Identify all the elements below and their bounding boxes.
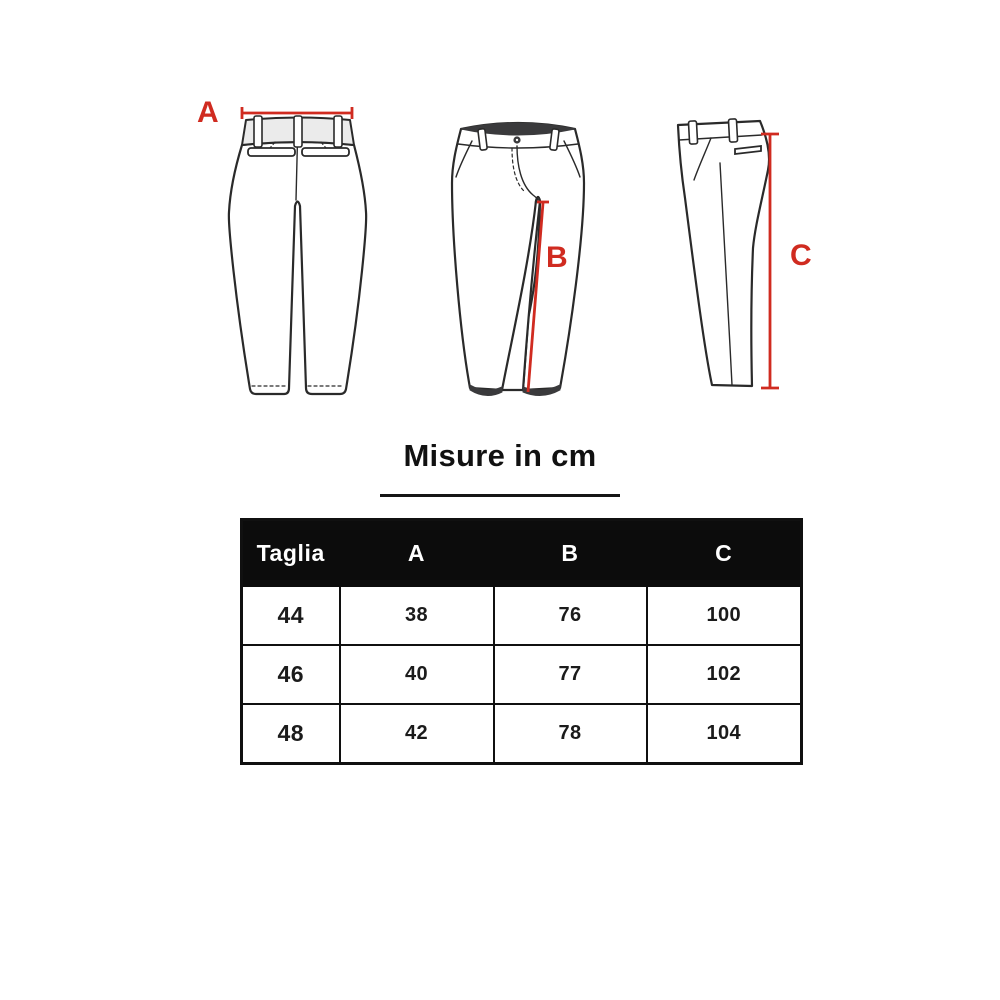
col-header-b: B	[494, 520, 647, 587]
cell-size: 48	[242, 704, 340, 764]
front-belt-loop-left	[478, 129, 488, 151]
col-header-c: C	[647, 520, 802, 587]
cell-c: 100	[647, 586, 802, 645]
cell-b: 76	[494, 586, 647, 645]
pants-front-view-drawing	[443, 103, 593, 400]
side-belt-loop-back	[728, 119, 737, 142]
size-row-46	[242, 645, 802, 704]
page-title: Misure in cm	[403, 438, 597, 473]
cell-a: 42	[340, 704, 494, 764]
front-belt-loop-right	[550, 129, 560, 151]
pants-back-view-drawing	[183, 96, 397, 418]
cell-b: 78	[494, 704, 647, 764]
back-pocket-left	[248, 148, 295, 156]
cell-c: 102	[647, 645, 802, 704]
size-row-48	[242, 704, 802, 764]
cell-a: 38	[340, 586, 494, 645]
measurement-label-c: C	[790, 239, 813, 272]
size-table	[240, 518, 803, 765]
col-header-a: A	[340, 520, 494, 587]
pants-back-body	[229, 142, 366, 394]
cell-c: 104	[647, 704, 802, 764]
side-belt-loop-front	[688, 121, 697, 144]
cell-b: 77	[494, 645, 647, 704]
waist-button-hole	[516, 139, 518, 141]
pants-side-body	[678, 121, 769, 386]
title-underline	[380, 494, 620, 497]
measurement-label-a: A	[197, 96, 220, 129]
cell-size: 44	[242, 586, 340, 645]
col-header-taglia: Taglia	[242, 520, 340, 587]
size-table-header-row	[242, 520, 802, 587]
size-row-44	[242, 586, 802, 645]
cell-size: 46	[242, 645, 340, 704]
cell-a: 40	[340, 645, 494, 704]
back-pocket-right	[302, 148, 349, 156]
measurement-label-b: B	[546, 241, 569, 274]
